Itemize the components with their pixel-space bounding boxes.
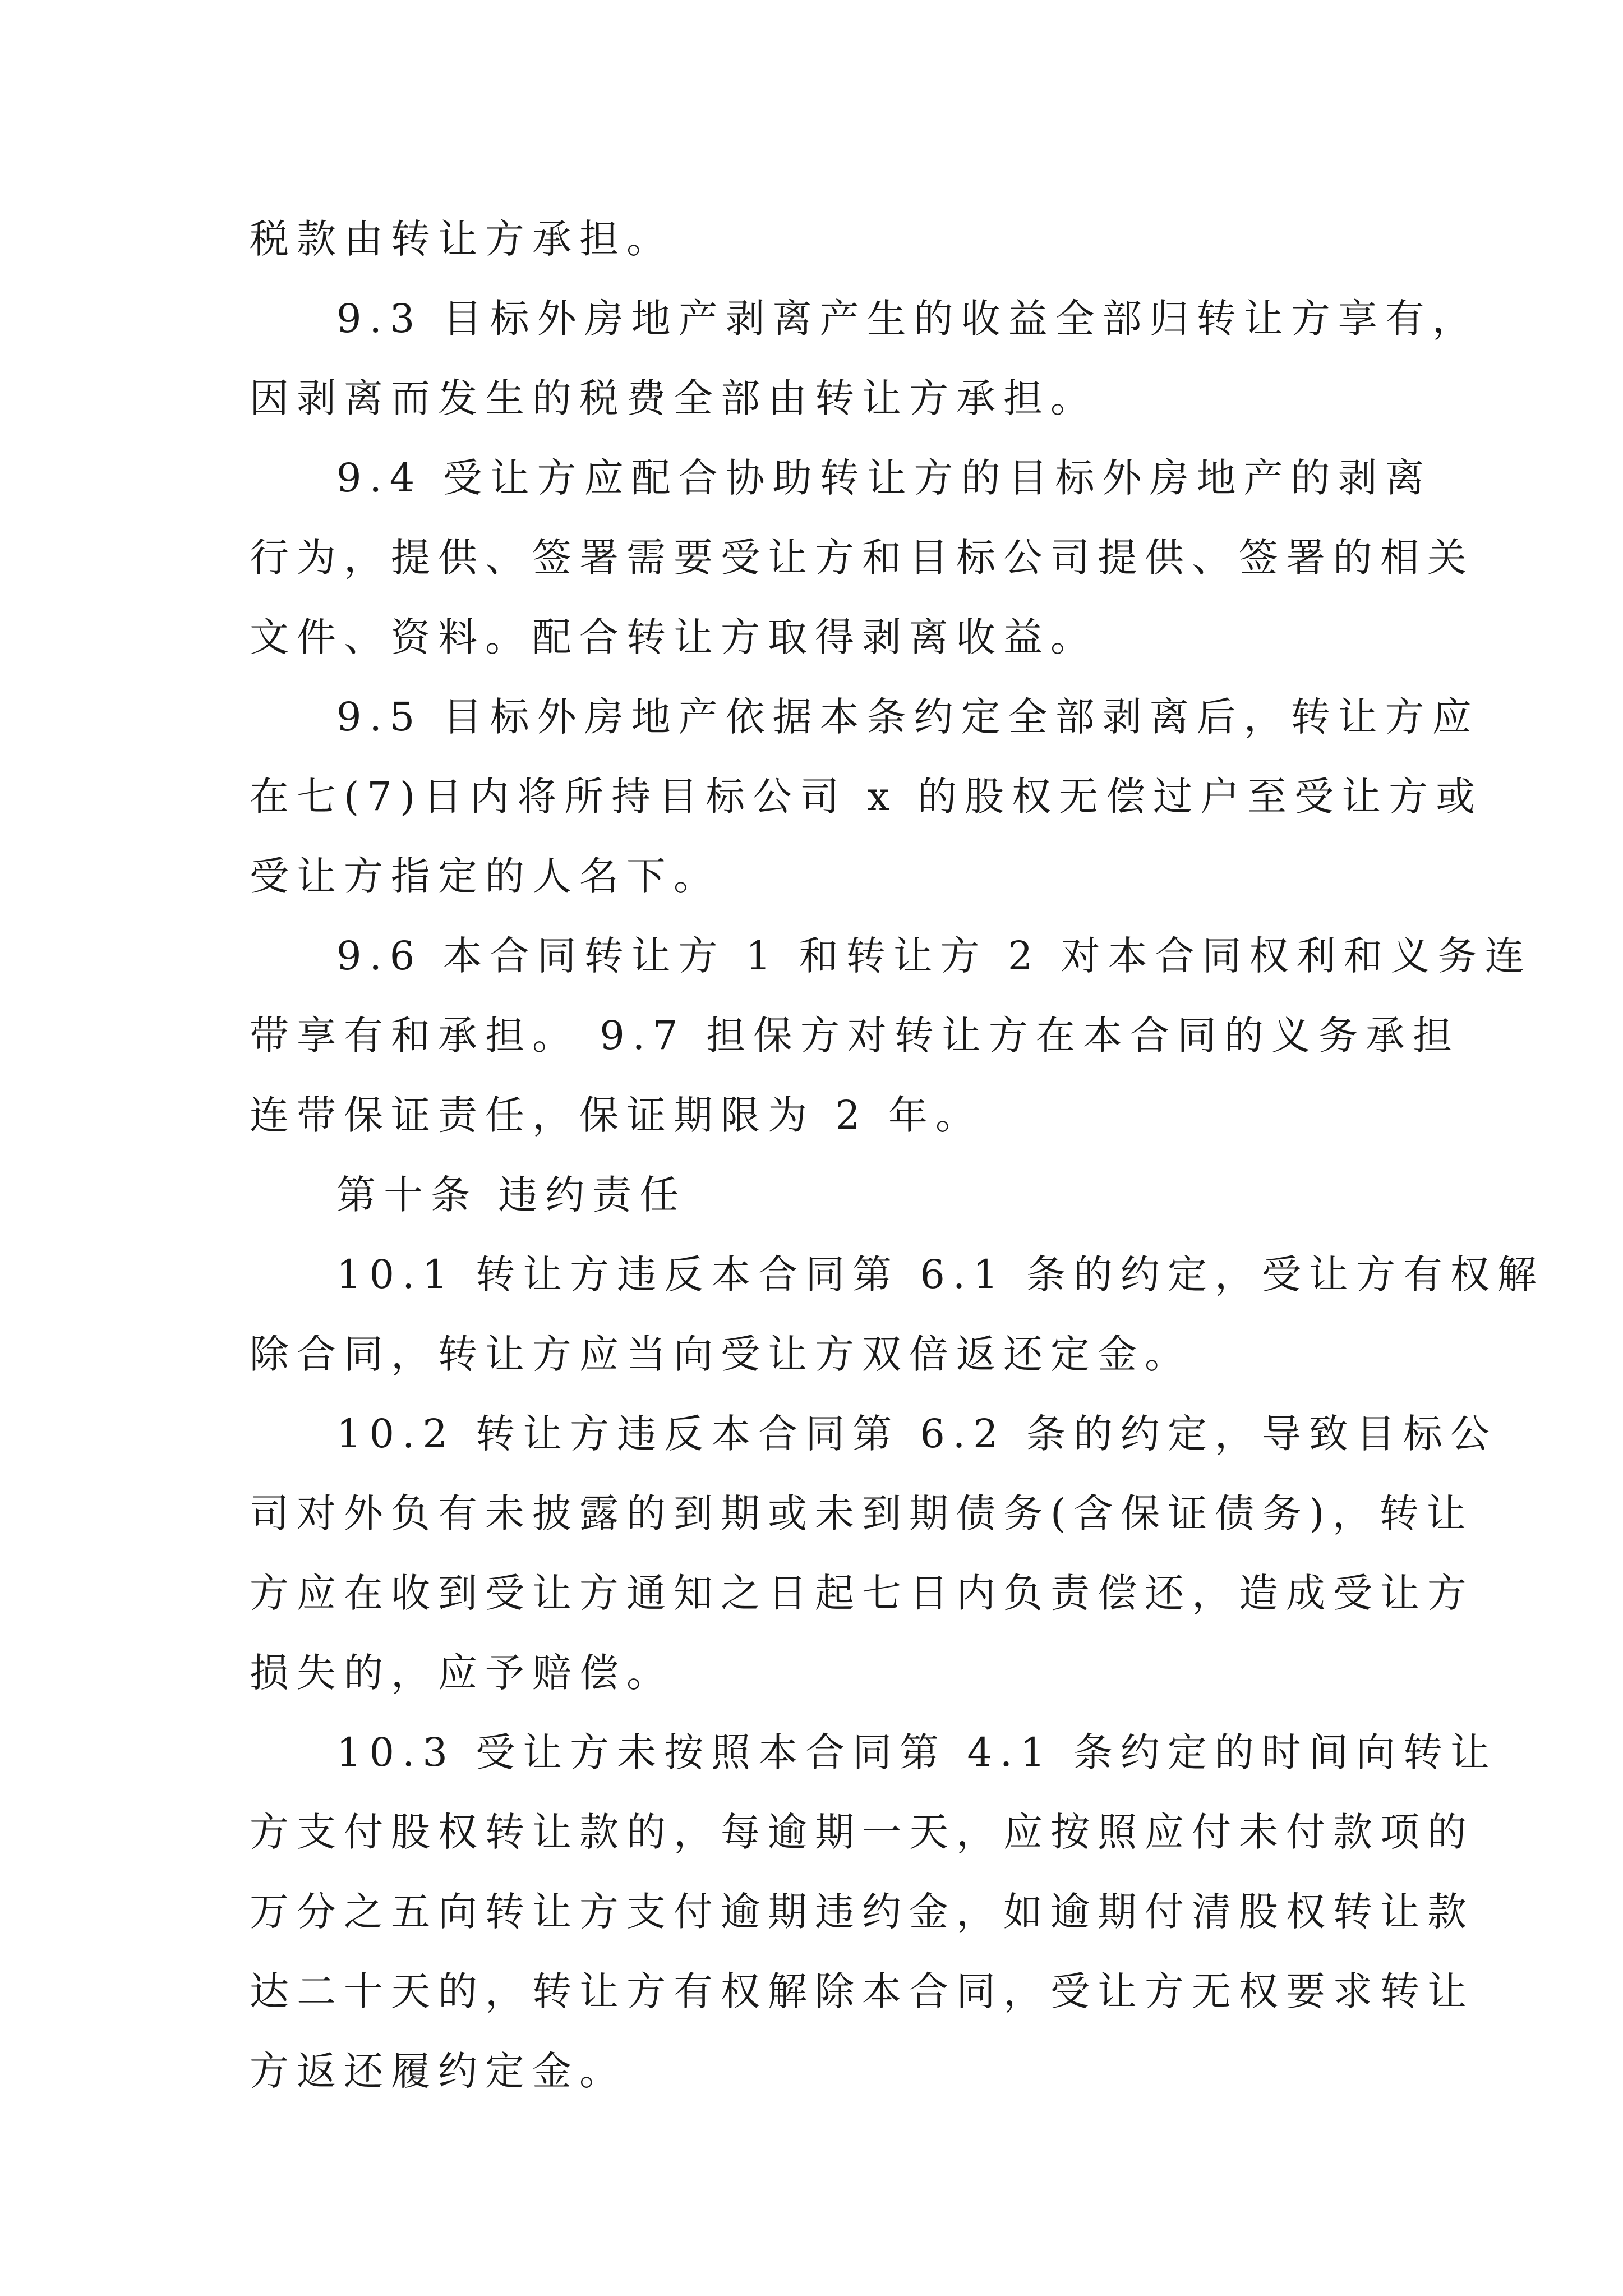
text-line: 万分之五向转让方支付逾期违约金，如逾期付清股权转让款 bbox=[250, 1889, 1474, 1935]
paragraph-10-2 bbox=[250, 1394, 1497, 1713]
document-body bbox=[250, 199, 1544, 2111]
paragraph-9-2-tail bbox=[250, 199, 1388, 279]
text-line: 受让方指定的人名下。 bbox=[250, 853, 721, 899]
text-line: 9.5 目标外房地产依据本条约定全部剥离后，转让方应 bbox=[336, 694, 1479, 740]
text-line: 10.2 转让方违反本合同第 6.2 条的约定，导致目标公 bbox=[336, 1411, 1497, 1457]
text-line: 文件、资料。配合转让方取得剥离收益。 bbox=[250, 614, 1098, 660]
text-line: 在七(7)日内将所持目标公司 x 的股权无偿过户至受让方或 bbox=[250, 774, 1483, 820]
text-line: 方返还履约定金。 bbox=[250, 2048, 626, 2094]
paragraph-9-5 bbox=[250, 677, 1483, 916]
text-line: 方应在收到受让方通知之日起七日内负责偿还，造成受让方 bbox=[250, 1570, 1474, 1616]
text-line: 司对外负有未披露的到期或未到期债务(含保证债务)，转让 bbox=[250, 1490, 1474, 1536]
text-line: 税款由转让方承担。 bbox=[250, 216, 674, 262]
heading-text: 第十条 违约责任 bbox=[336, 1172, 687, 1218]
text-line: 方支付股权转让款的，每逾期一天，应按照应付未付款项的 bbox=[250, 1809, 1474, 1855]
paragraph-9-4 bbox=[250, 438, 1474, 677]
paragraph-10-1 bbox=[250, 1235, 1544, 1394]
paragraph-9-3 bbox=[250, 279, 1479, 438]
text-line: 10.3 受让方未按照本合同第 4.1 条约定的时间向转让 bbox=[336, 1729, 1497, 1775]
paragraph-9-6 bbox=[250, 916, 1532, 1155]
text-line: 连带保证责任，保证期限为 2 年。 bbox=[250, 1092, 983, 1138]
text-line: 除合同，转让方应当向受让方双倍返还定金。 bbox=[250, 1331, 1192, 1377]
text-line: 9.6 本合同转让方 1 和转让方 2 对本合同权利和义务连 bbox=[336, 933, 1532, 979]
text-line: 损失的，应予赔偿。 bbox=[250, 1650, 674, 1696]
section-heading-10 bbox=[250, 1155, 1388, 1235]
text-line: 行为，提供、签署需要受让方和目标公司提供、签署的相关 bbox=[250, 535, 1474, 581]
text-line: 带享有和承担。 9.7 担保方对转让方在本合同的义务承担 bbox=[250, 1013, 1460, 1059]
text-line: 因剥离而发生的税费全部由转让方承担。 bbox=[250, 375, 1098, 421]
text-line: 9.3 目标外房地产剥离产生的收益全部归转让方享有， bbox=[336, 296, 1479, 342]
paragraph-10-3 bbox=[250, 1713, 1497, 2111]
text-line: 达二十天的，转让方有权解除本合同，受让方无权要求转让 bbox=[250, 1968, 1474, 2014]
text-line: 10.1 转让方违反本合同第 6.1 条的约定，受让方有权解 bbox=[336, 1251, 1544, 1297]
text-line: 9.4 受让方应配合协助转让方的目标外房地产的剥离 bbox=[336, 455, 1432, 501]
